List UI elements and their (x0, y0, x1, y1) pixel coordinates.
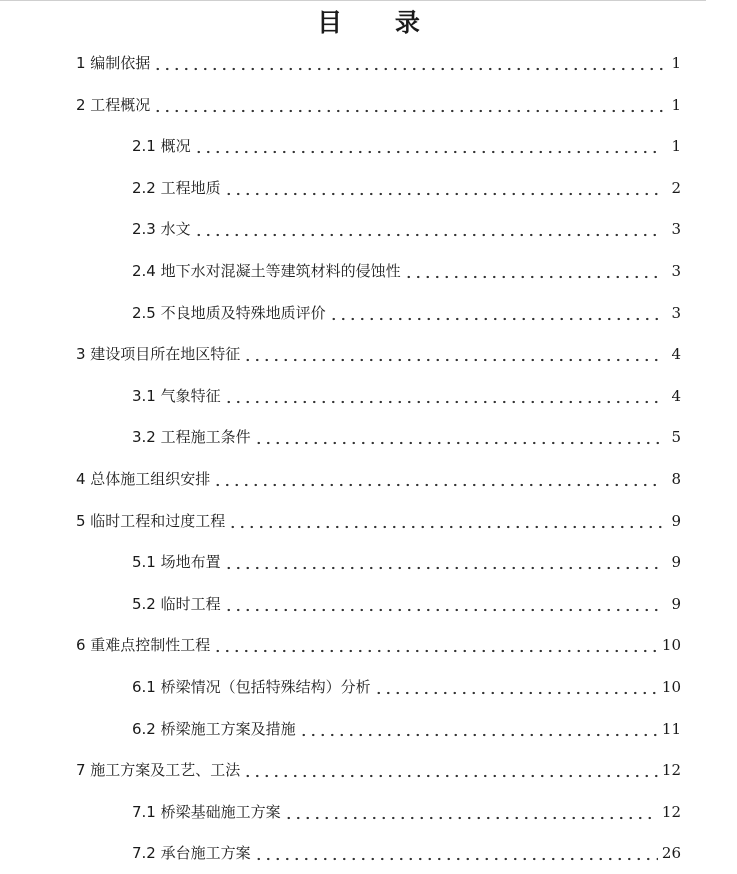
toc-entry-title: 7 施工方案及工艺、工法 (76, 761, 241, 780)
toc-entry-title: 2.2 工程地质 (132, 178, 221, 197)
toc-entry-title: 7.1 桥梁基础施工方案 (132, 802, 281, 821)
toc-entry-title: 3.1 气象特征 (132, 386, 221, 405)
toc-entry-page-number: 9 (671, 553, 681, 572)
toc-entry[interactable] (76, 505, 681, 531)
dot-leader (224, 176, 663, 196)
toc-entry[interactable] (76, 47, 681, 73)
dot-leader (194, 134, 663, 154)
dot-leader (194, 217, 663, 237)
dot-leader (299, 717, 658, 737)
toc-entry-page-number: 1 (671, 54, 681, 72)
toc-entry-page-number: 8 (671, 470, 681, 488)
toc-entry-title: 5.1 场地布置 (132, 553, 221, 572)
toc-entry[interactable] (132, 255, 681, 281)
toc-entry-title: 7.2 承台施工方案 (132, 844, 251, 863)
toc-entry[interactable] (132, 588, 681, 614)
dot-leader (224, 384, 663, 404)
toc-entry-title: 3 建设项目所在地区特征 (76, 345, 241, 364)
toc-entry-page-number: 12 (661, 761, 681, 780)
dot-leader (254, 841, 658, 861)
dot-leader (254, 425, 663, 445)
dot-leader (213, 467, 663, 487)
toc-entry-title: 2 工程概况 (76, 95, 151, 114)
toc-entry-title: 5.2 临时工程 (132, 594, 221, 613)
dot-leader (224, 592, 663, 612)
toc-entry-title: 6.2 桥梁施工方案及措施 (132, 719, 296, 738)
toc-entry[interactable] (76, 338, 681, 364)
dot-leader (153, 93, 663, 113)
toc-entry-page-number: 9 (671, 511, 681, 530)
toc-entry-page-number: 10 (661, 636, 681, 655)
dot-leader (153, 51, 663, 71)
toc-entry-title: 5 临时工程和过度工程 (76, 511, 226, 530)
toc-entry-title: 2.4 地下水对混凝土等建筑材料的侵蚀性 (132, 262, 401, 280)
toc-entry[interactable] (132, 837, 681, 863)
toc-entry[interactable] (132, 546, 681, 572)
toc-entry[interactable] (132, 380, 681, 406)
toc-entry-title: 4 总体施工组织安排 (76, 470, 211, 488)
dot-leader (213, 633, 658, 653)
dot-leader (374, 675, 658, 695)
toc-entry[interactable] (76, 754, 681, 780)
toc-entry-page-number: 10 (661, 678, 681, 696)
toc-entry[interactable] (76, 463, 681, 489)
toc-entry-title: 2.1 概况 (132, 137, 191, 156)
dot-leader (284, 800, 658, 820)
toc-entry-title: 6 重难点控制性工程 (76, 636, 211, 655)
toc-entry-page-number: 3 (671, 262, 681, 280)
toc-entry[interactable] (132, 172, 681, 198)
toc-entry[interactable] (132, 796, 681, 822)
dot-leader (243, 342, 663, 362)
toc-entry-page-number: 5 (671, 428, 681, 447)
toc-entry[interactable] (132, 130, 681, 156)
toc-entry-page-number: 9 (671, 594, 681, 613)
toc-entry-page-number: 4 (671, 345, 681, 364)
toc-entry[interactable] (132, 213, 681, 239)
toc-entry[interactable] (76, 89, 681, 115)
toc-entry-page-number: 2 (671, 178, 681, 197)
toc-entry-page-number: 1 (671, 95, 681, 114)
page-top-border (0, 0, 706, 1)
toc-entry-page-number: 12 (661, 802, 681, 821)
toc-entry[interactable] (132, 297, 681, 323)
toc-entry[interactable] (132, 671, 681, 697)
toc-entry[interactable] (76, 629, 681, 655)
toc-entry[interactable] (132, 713, 681, 739)
toc-entry-page-number: 3 (671, 303, 681, 322)
toc-entry-page-number: 1 (671, 137, 681, 156)
dot-leader (243, 758, 658, 778)
toc-entry-title: 6.1 桥梁情况（包括特殊结构）分析 (132, 678, 371, 696)
toc-entry-page-number: 11 (661, 719, 681, 738)
dot-leader (224, 550, 663, 570)
toc-title: 目 录 (317, 8, 442, 37)
toc-entry-title: 3.2 工程施工条件 (132, 428, 251, 447)
toc-entry-page-number: 4 (671, 386, 681, 405)
dot-leader (329, 301, 663, 321)
dot-leader (404, 259, 663, 279)
toc-entry-page-number: 3 (671, 220, 681, 239)
toc-entry-title: 1 编制依据 (76, 54, 151, 72)
toc-entry-page-number: 26 (661, 844, 681, 863)
toc-entry[interactable] (132, 421, 681, 447)
dot-leader (228, 509, 663, 529)
toc-entry-title: 2.5 不良地质及特殊地质评价 (132, 303, 326, 322)
toc-entry-title: 2.3 水文 (132, 220, 191, 239)
